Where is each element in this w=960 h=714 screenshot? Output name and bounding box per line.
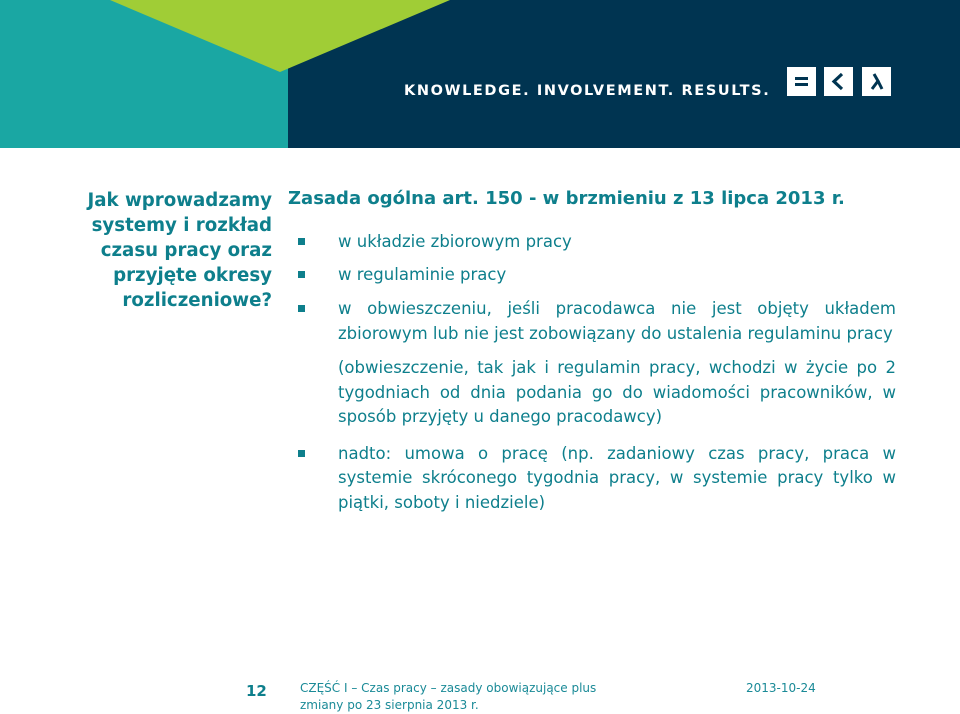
equals-icon [787,67,816,96]
bullet-text: w układzie zbiorowym pracy [338,232,572,251]
list-item [296,230,896,255]
bullet-text: nadto: umowa o pracę (np. zadaniowy czas pracy, praca w systemie skróconego tygodnia pracy, w systemie pracy tylko w piątki, soboty i niedziele) [338,443,896,512]
header-banner [0,0,960,148]
bullet-text: w regulaminie pracy [338,264,507,284]
slide-title: Zasada ogólna art. 150 - w brzmieniu z 13 lipca 2013 r. [288,188,845,209]
header-graphic [0,0,960,148]
footer-line-1: CZĘŚĆ I – Czas pracy – zasady obowiązujące plus [300,681,597,695]
bullet-square-icon [298,305,305,312]
bullet-square-icon [298,450,305,457]
less-than-icon [824,67,853,96]
bullet-text: w obwieszczeniu, jeśli pracodawca nie jest objęty układem zbiorowym lub nie jest zobowiązany do ustalenia regulaminu pracy [338,299,896,343]
section-question: Jak wprowadzamy systemy i rozkład czasu pracy oraz przyjęte okresy rozliczeniowe? [87,190,272,311]
footer-section-label [300,680,596,714]
footer-date: 2013-10-24 [746,681,816,695]
bullet-list [296,230,896,515]
bullet-square-icon [298,238,305,245]
page-number: 12 [246,682,267,700]
bullet-square-icon [298,271,305,278]
header-tagline: KNOWLEDGE. INVOLVEMENT. RESULTS. [404,83,771,99]
footer-line-2: zmiany po 23 sierpnia 2013 r. [300,698,479,712]
obwieszczenie-note: (obwieszczenie, tak jak i regulamin pracy, wchodzi w życie po 2 tygodniach od dnia podania go do wiadomości pracowników, w sposób przyjęty u danego pracodawcy) [338,358,896,426]
list-item [296,263,896,288]
lambda-like-icon [862,67,891,96]
list-item [296,442,896,516]
list-item [296,297,896,346]
